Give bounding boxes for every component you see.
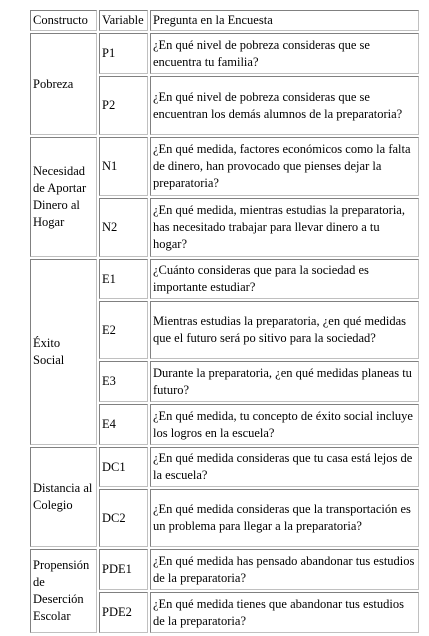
variable-cell: PDE2 — [99, 592, 148, 633]
question-cell: ¿En qué medida tienes que abandonar tus estudios de la preparatoria? — [150, 592, 419, 633]
table-row — [30, 549, 419, 590]
variable-cell: PDE1 — [99, 549, 148, 590]
variable-cell: DC2 — [99, 489, 148, 547]
variable-cell: N2 — [99, 198, 148, 257]
table-row — [30, 137, 419, 196]
constructo-cell-distancia: Distancia al Colegio — [30, 447, 97, 547]
question-cell: ¿En qué medida, tu concepto de éxito social incluye los logros en la escuela? — [150, 404, 419, 445]
constructo-cell-pobreza: Pobreza — [30, 33, 97, 135]
header-pregunta: Pregunta en la Encuesta — [150, 10, 419, 31]
question-cell: ¿En qué medida, factores económicos como la falta de dinero, han provocado que pienses dejar la preparatoria? — [150, 137, 419, 196]
header-constructo: Constructo — [30, 10, 97, 31]
table-header-row — [30, 10, 419, 31]
constructo-cell-necesidad: Necesidad de Aportar Dinero al Hogar — [30, 137, 97, 257]
survey-variables-table — [28, 8, 421, 635]
question-cell: ¿En qué medida consideras que tu casa está lejos de la escuela? — [150, 447, 419, 487]
question-cell: ¿En qué medida consideras que la transportación es un problema para llegar a la preparatoria? — [150, 489, 419, 547]
table-row — [30, 33, 419, 74]
constructo-cell-propension: Propensión de Deserción Escolar — [30, 549, 97, 633]
table-body — [30, 33, 419, 633]
question-cell: ¿Cuánto consideras que para la sociedad es importante estudiar? — [150, 259, 419, 299]
variable-cell: N1 — [99, 137, 148, 196]
variable-cell: E1 — [99, 259, 148, 299]
table-row — [30, 259, 419, 299]
question-cell: Mientras estudias la preparatoria, ¿en qué medidas que el futuro será po sitivo para la sociedad? — [150, 301, 419, 359]
variable-cell: P2 — [99, 76, 148, 135]
question-cell: ¿En qué medida has pensado abandonar tus estudios de la preparatoria? — [150, 549, 419, 590]
question-cell: ¿En qué medida, mientras estudias la preparatoria, has necesitado trabajar para llevar dinero a tu hogar? — [150, 198, 419, 257]
variable-cell: P1 — [99, 33, 148, 74]
variable-cell: DC1 — [99, 447, 148, 487]
constructo-cell-exito-social: Éxito Social — [30, 259, 97, 445]
variable-cell: E2 — [99, 301, 148, 359]
table-row — [30, 447, 419, 487]
question-cell: Durante la preparatoria, ¿en qué medidas planeas tu futuro? — [150, 361, 419, 402]
header-variable: Variable — [99, 10, 148, 31]
question-cell: ¿En qué nivel de pobreza consideras que se encuentra tu familia? — [150, 33, 419, 74]
question-cell: ¿En qué nivel de pobreza consideras que se encuentran los demás alumnos de la preparatoria? — [150, 76, 419, 135]
variable-cell: E3 — [99, 361, 148, 402]
document-page — [28, 8, 421, 635]
variable-cell: E4 — [99, 404, 148, 445]
